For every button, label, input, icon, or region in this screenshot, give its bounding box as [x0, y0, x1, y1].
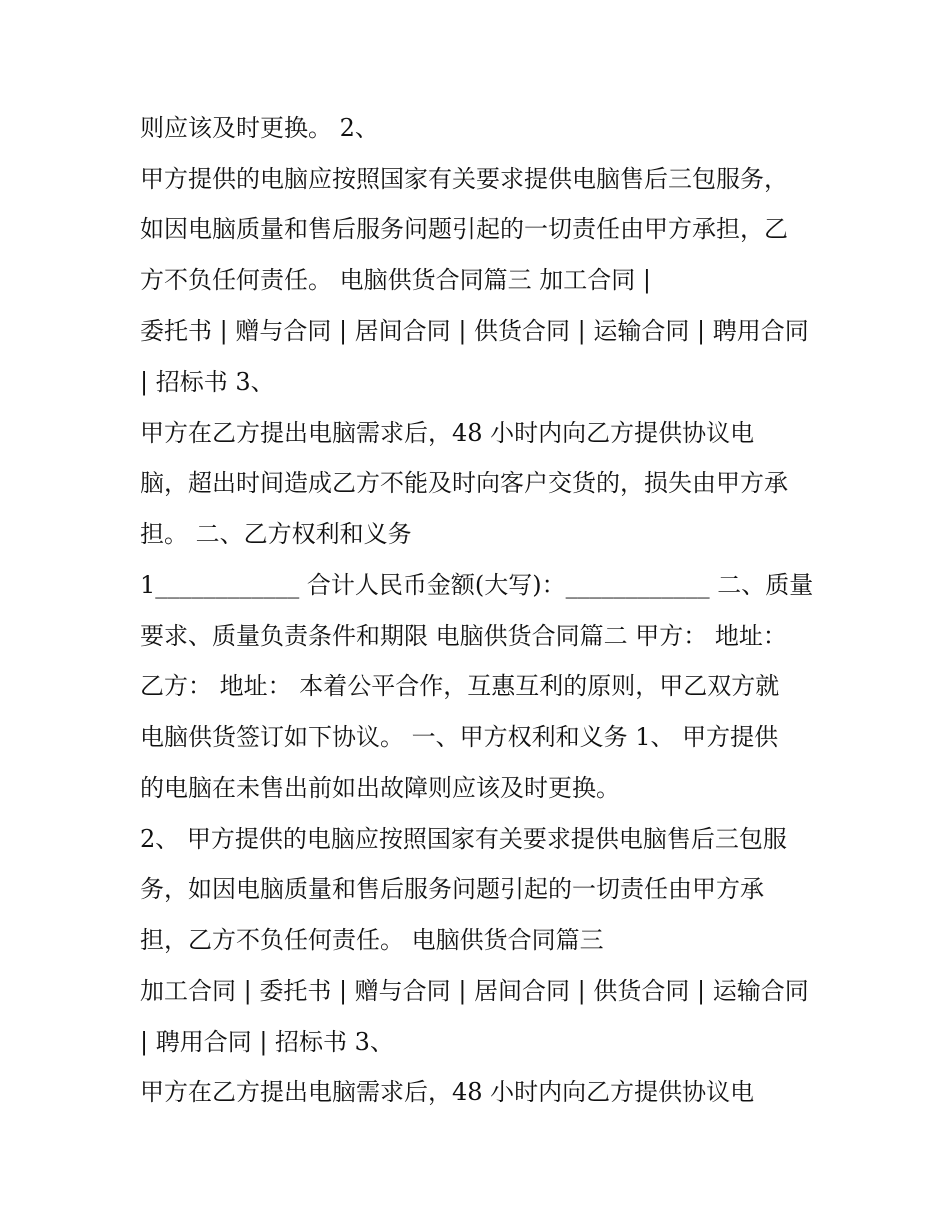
text-line: 甲方在乙方提出电脑需求后，48 小时内向乙方提供协议电 — [140, 1078, 755, 1106]
text-line: 甲方在乙方提出电脑需求后，48 小时内向乙方提供协议电 — [140, 419, 755, 447]
text-line: 务，如因电脑质量和售后服务问题引起的一切责任由甲方承 — [140, 875, 764, 903]
text-line: 则应该及时更换。 2、 — [140, 114, 379, 142]
text-line: 电脑供货签订如下协议。 一、甲方权利和义务 1、 甲方提供 — [140, 723, 779, 751]
text-line: 2、 甲方提供的电脑应按照国家有关要求提供电脑售后三包服 — [140, 825, 787, 853]
text-line: 要求、质量负责条件和期限 电脑供货合同篇二 甲方： 地址： — [140, 622, 787, 650]
text-line: 方不负任何责任。 电脑供货合同篇三 加工合同 | — [140, 266, 651, 294]
text-line: 加工合同 | 委托书 | 赠与合同 | 居间合同 | 供货合同 | 运输合同 — [140, 977, 809, 1005]
text-line: 委托书 | 赠与合同 | 居间合同 | 供货合同 | 运输合同 | 聘用合同 — [140, 317, 809, 345]
text-line: 担，乙方不负任何责任。 电脑供货合同篇三 — [140, 926, 604, 954]
text-line: 甲方提供的电脑应按照国家有关要求提供电脑售后三包服务， — [140, 165, 788, 193]
text-line: | 聘用合同 | 招标书 3、 — [140, 1028, 394, 1056]
text-line: 担。 二、乙方权利和义务 — [140, 520, 412, 548]
text-line: 脑，超出时间造成乙方不能及时向客户交货的，损失由甲方承 — [140, 469, 788, 497]
text-line: | 招标书 3、 — [140, 368, 275, 396]
text-line: 乙方： 地址： 本着公平合作，互惠互利的原则，甲乙双方就 — [140, 672, 780, 700]
text-line: 1____________ 合计人民币金额(大写)：____________ 二、质量 — [140, 571, 814, 599]
text-line: 如因电脑质量和售后服务问题引起的一切责任由甲方承担，乙 — [140, 215, 788, 243]
text-line: 的电脑在未售出前如出故障则应该及时更换。 — [140, 774, 620, 802]
